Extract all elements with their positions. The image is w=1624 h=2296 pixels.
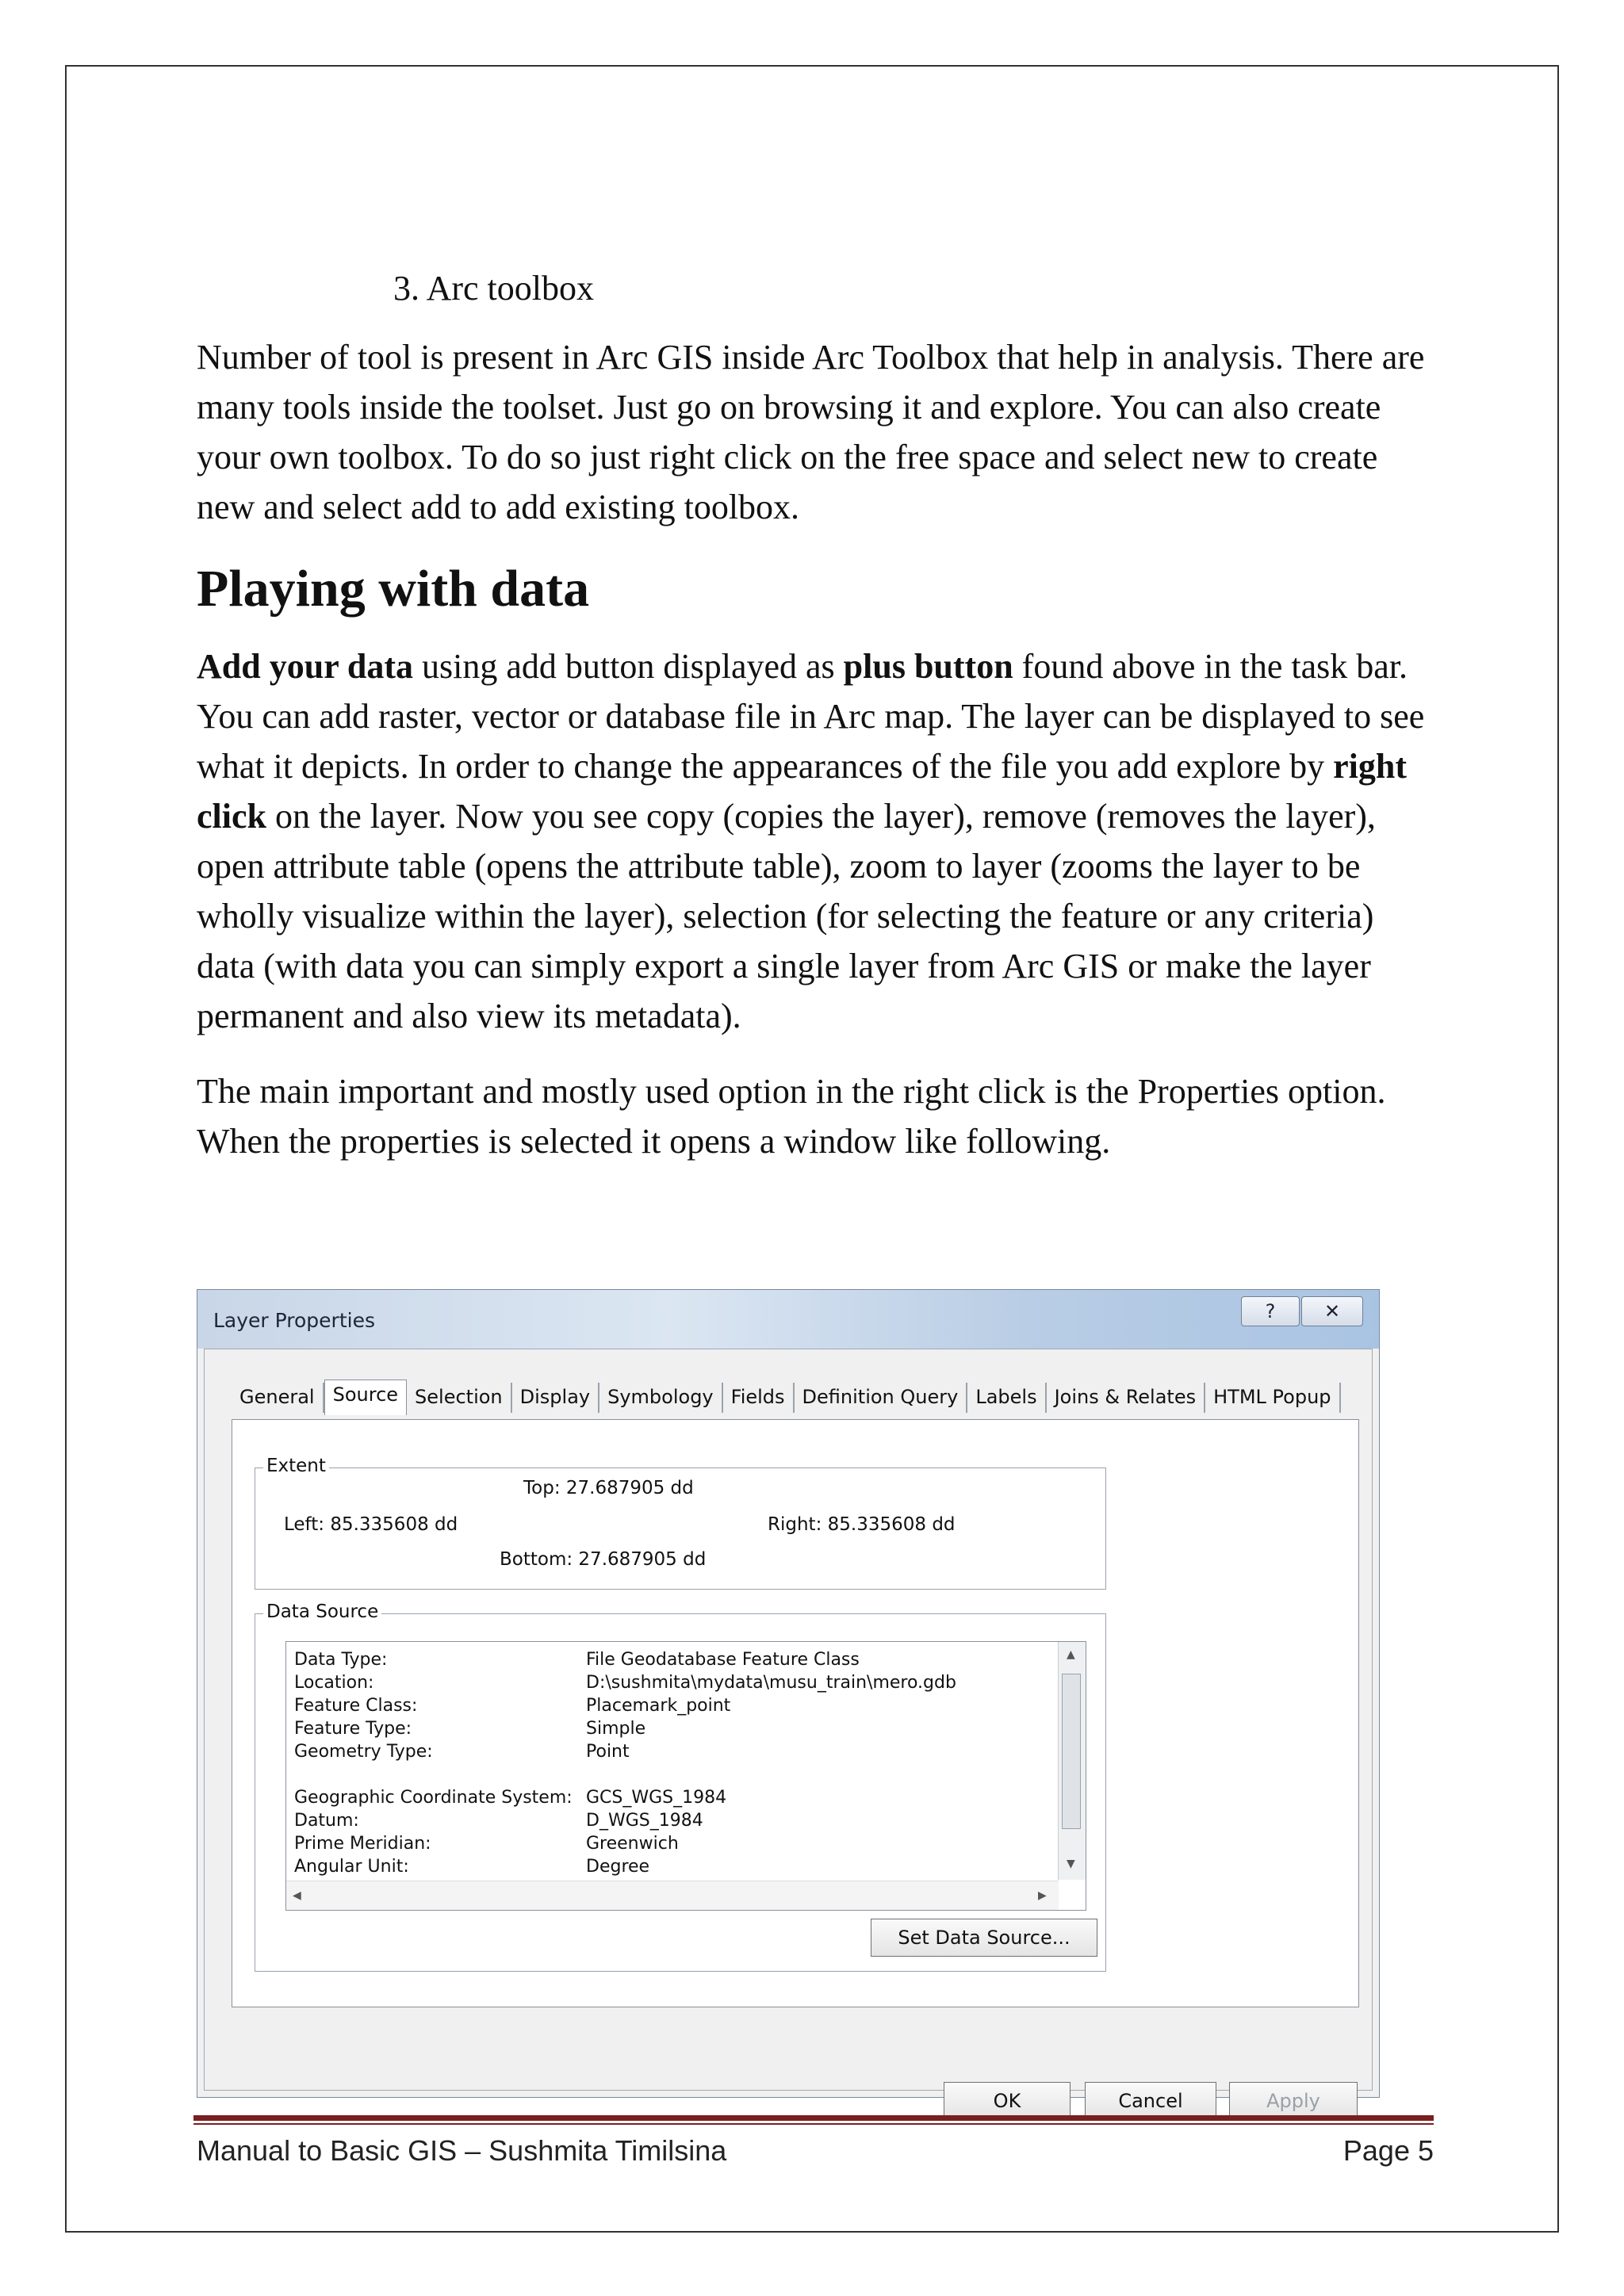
text-span: found above in the task bar. You can add raster, vector or database file in Arc map. The layer can be displayed to see what it depicts. In order to change the appearances of the file you add explore by (197, 647, 1425, 786)
page-number: Page 5 (1342, 2134, 1434, 2167)
list-item (294, 1855, 1055, 1878)
layer-properties-screenshot (197, 1289, 1380, 2112)
list-item (294, 1717, 1055, 1740)
list-item (294, 1786, 1055, 1809)
property-value: D_WGS_1984 (586, 1811, 703, 1831)
dialog-titlebar (197, 1290, 1379, 1349)
property-key: Location: (294, 1673, 374, 1693)
tab-definition-query[interactable]: Definition Query (795, 1383, 968, 1413)
scroll-thumb[interactable] (1062, 1674, 1081, 1829)
horizontal-scrollbar[interactable] (286, 1881, 1059, 1910)
property-key: Geographic Coordinate System: (294, 1788, 573, 1808)
property-key (294, 1763, 586, 1786)
property-value: GCS_WGS_1984 (586, 1788, 727, 1808)
scroll-up-icon[interactable]: ▲ (1067, 1648, 1075, 1661)
list-item (294, 1832, 1055, 1855)
extent-legend: Extent (263, 1456, 329, 1476)
set-data-source-button[interactable]: Set Data Source... (871, 1919, 1097, 1957)
extent-bottom: Bottom: 27.687905 dd (500, 1549, 707, 1570)
property-key: Angular Unit: (294, 1857, 409, 1877)
paragraph-add-data (197, 641, 1434, 1041)
text-span: using add button displayed as (413, 647, 844, 686)
scroll-right-icon[interactable]: ▶ (1038, 1889, 1047, 1902)
cancel-button[interactable]: Cancel (1085, 2082, 1216, 2120)
paragraph-properties: The main important and mostly used option in the right click is the Properties option. When the properties is selected it opens a window like following. (197, 1072, 1386, 1161)
property-key: Prime Meridian: (294, 1834, 431, 1854)
scroll-left-icon[interactable]: ◀ (293, 1889, 301, 1902)
property-key: Data Type: (294, 1650, 388, 1670)
dialog-body (204, 1349, 1373, 2112)
close-button[interactable] (1301, 1296, 1363, 1326)
footer-rule-thin (193, 2123, 1434, 2125)
data-source-legend: Data Source (263, 1601, 381, 1622)
help-icon: ? (1265, 1300, 1276, 1322)
scroll-down-icon[interactable]: ▼ (1067, 1858, 1075, 1870)
tab-source[interactable]: Source (324, 1380, 407, 1415)
list-item (294, 1671, 1055, 1694)
ok-button[interactable]: OK (944, 2082, 1071, 2120)
list-item (294, 1694, 1055, 1717)
apply-button[interactable]: Apply (1229, 2082, 1358, 2120)
source-tab-panel (232, 1419, 1359, 2007)
extent-left: Left: 85.335608 dd (284, 1514, 458, 1535)
vertical-scrollbar[interactable] (1058, 1642, 1086, 1880)
property-value: File Geodatabase Feature Class (586, 1650, 860, 1670)
data-source-list (294, 1648, 1055, 1878)
close-icon: ✕ (1323, 1300, 1341, 1322)
tab-fields[interactable]: Fields (723, 1383, 795, 1413)
property-value: Degree (586, 1857, 650, 1877)
tab-joins-relates[interactable]: Joins & Relates (1047, 1383, 1206, 1413)
list-item (294, 1740, 1055, 1763)
page-content (197, 266, 1434, 1192)
help-button[interactable] (1241, 1296, 1300, 1326)
tab-symbology[interactable]: Symbology (599, 1383, 723, 1413)
bold-right-click: right click (197, 747, 1408, 836)
footer-rule-thick (193, 2115, 1434, 2121)
page-footer (197, 2134, 1434, 2168)
property-value: Greenwich (586, 1834, 679, 1854)
dialog-title: Layer Properties (213, 1309, 375, 1332)
extent-top: Top: 27.687905 dd (523, 1478, 694, 1498)
bold-plus-button: plus button (843, 647, 1013, 686)
list-item-arc-toolbox: 3. Arc toolbox (393, 269, 594, 308)
property-value: D:\sushmita\mydata\musu_train\mero.gdb (586, 1673, 956, 1693)
property-key: Datum: (294, 1811, 359, 1831)
paragraph-arc-toolbox: Number of tool is present in Arc GIS inside Arc Toolbox that help in analysis. There are many tools inside the toolset. Just go on browsing it and explore. You can also create your own toolbox. To do so just right click on the free space and select new to create new and select add to add existing toolbox. (197, 338, 1425, 526)
extent-group (255, 1456, 1106, 1590)
tab-selection[interactable]: Selection (407, 1383, 512, 1413)
footer-title: Manual to Basic GIS – Sushmita Timilsina (197, 2134, 727, 2167)
tab-strip (232, 1381, 1341, 1413)
list-item (294, 1648, 1055, 1671)
bold-add-your-data: Add your data (197, 647, 414, 686)
tab-html-popup[interactable]: HTML Popup (1205, 1383, 1340, 1413)
property-value: Placemark_point (586, 1696, 731, 1716)
section-heading: Playing with data (197, 560, 590, 618)
data-source-group (255, 1601, 1106, 1972)
property-key: Feature Class: (294, 1696, 418, 1716)
property-value: Simple (586, 1719, 646, 1739)
text-span: on the layer. Now you see copy (copies the layer), remove (removes the layer), open attribute table (opens the attribute table), zoom to layer (zooms the layer to be wholly visualize within the layer), selection (for selecting the feature or any criteria) data (with data you can simply export a single layer from Arc GIS or make the layer permanent and also view its metadata). (197, 797, 1376, 1035)
property-value: Point (586, 1742, 630, 1762)
extent-right: Right: 85.335608 dd (768, 1514, 956, 1535)
tab-general[interactable]: General (232, 1383, 324, 1413)
tab-display[interactable]: Display (512, 1383, 599, 1413)
list-spacer (294, 1763, 1055, 1786)
list-item (294, 1809, 1055, 1832)
property-key: Feature Type: (294, 1719, 412, 1739)
tab-labels[interactable]: Labels (967, 1383, 1046, 1413)
data-source-listbox[interactable] (285, 1641, 1086, 1911)
property-key: Geometry Type: (294, 1742, 433, 1762)
